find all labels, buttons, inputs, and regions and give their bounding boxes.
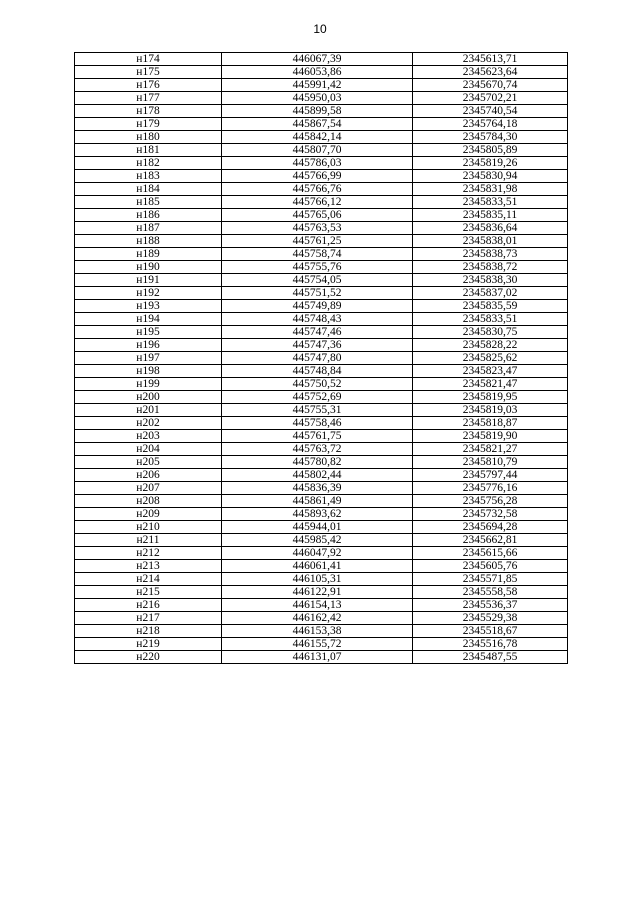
y-coordinate-cell: 2345536,37 <box>413 599 568 612</box>
x-coordinate-cell: 446154,13 <box>222 599 413 612</box>
table-row <box>75 118 568 131</box>
y-coordinate-cell: 2345833,51 <box>413 196 568 209</box>
x-coordinate-cell: 445748,84 <box>222 365 413 378</box>
y-coordinate-cell: 2345518,67 <box>413 625 568 638</box>
point-id-cell: н191 <box>75 274 222 287</box>
point-id-cell: н202 <box>75 417 222 430</box>
x-coordinate-cell: 445766,99 <box>222 170 413 183</box>
coordinates-table <box>74 52 568 664</box>
x-coordinate-cell: 446061,41 <box>222 560 413 573</box>
point-id-cell: н219 <box>75 638 222 651</box>
y-coordinate-cell: 2345838,73 <box>413 248 568 261</box>
point-id-cell: н182 <box>75 157 222 170</box>
table-row <box>75 573 568 586</box>
table-row <box>75 196 568 209</box>
y-coordinate-cell: 2345830,94 <box>413 170 568 183</box>
x-coordinate-cell: 445786,03 <box>222 157 413 170</box>
y-coordinate-cell: 2345838,72 <box>413 261 568 274</box>
page-number: 10 <box>313 22 327 36</box>
x-coordinate-cell: 445761,25 <box>222 235 413 248</box>
x-coordinate-cell: 445861,49 <box>222 495 413 508</box>
y-coordinate-cell: 2345818,87 <box>413 417 568 430</box>
y-coordinate-cell: 2345529,38 <box>413 612 568 625</box>
y-coordinate-cell: 2345797,44 <box>413 469 568 482</box>
y-coordinate-cell: 2345828,22 <box>413 339 568 352</box>
table-row <box>75 495 568 508</box>
point-id-cell: н194 <box>75 313 222 326</box>
y-coordinate-cell: 2345823,47 <box>413 365 568 378</box>
table-row <box>75 560 568 573</box>
table-row <box>75 651 568 664</box>
x-coordinate-cell: 446122,91 <box>222 586 413 599</box>
point-id-cell: н174 <box>75 53 222 66</box>
table-row <box>75 300 568 313</box>
x-coordinate-cell: 446067,39 <box>222 53 413 66</box>
x-coordinate-cell: 446153,38 <box>222 625 413 638</box>
y-coordinate-cell: 2345810,79 <box>413 456 568 469</box>
point-id-cell: н220 <box>75 651 222 664</box>
point-id-cell: н183 <box>75 170 222 183</box>
x-coordinate-cell: 445761,75 <box>222 430 413 443</box>
x-coordinate-cell: 445893,62 <box>222 508 413 521</box>
x-coordinate-cell: 446105,31 <box>222 573 413 586</box>
table-row <box>75 547 568 560</box>
point-id-cell: н199 <box>75 378 222 391</box>
point-id-cell: н192 <box>75 287 222 300</box>
table-row <box>75 287 568 300</box>
y-coordinate-cell: 2345571,85 <box>413 573 568 586</box>
table-row <box>75 326 568 339</box>
table-row <box>75 469 568 482</box>
point-id-cell: н210 <box>75 521 222 534</box>
table-row <box>75 417 568 430</box>
point-id-cell: н175 <box>75 66 222 79</box>
point-id-cell: н184 <box>75 183 222 196</box>
point-id-cell: н186 <box>75 209 222 222</box>
y-coordinate-cell: 2345516,78 <box>413 638 568 651</box>
point-id-cell: н193 <box>75 300 222 313</box>
y-coordinate-cell: 2345558,58 <box>413 586 568 599</box>
y-coordinate-cell: 2345838,30 <box>413 274 568 287</box>
y-coordinate-cell: 2345819,90 <box>413 430 568 443</box>
point-id-cell: н208 <box>75 495 222 508</box>
y-coordinate-cell: 2345819,03 <box>413 404 568 417</box>
point-id-cell: н212 <box>75 547 222 560</box>
x-coordinate-cell: 445749,89 <box>222 300 413 313</box>
table-row <box>75 274 568 287</box>
y-coordinate-cell: 2345819,95 <box>413 391 568 404</box>
table-row <box>75 404 568 417</box>
y-coordinate-cell: 2345835,59 <box>413 300 568 313</box>
point-id-cell: н187 <box>75 222 222 235</box>
y-coordinate-cell: 2345615,66 <box>413 547 568 560</box>
y-coordinate-cell: 2345702,21 <box>413 92 568 105</box>
x-coordinate-cell: 445765,06 <box>222 209 413 222</box>
x-coordinate-cell: 445750,52 <box>222 378 413 391</box>
point-id-cell: н207 <box>75 482 222 495</box>
x-coordinate-cell: 445950,03 <box>222 92 413 105</box>
table-row <box>75 612 568 625</box>
x-coordinate-cell: 445807,70 <box>222 144 413 157</box>
table-row <box>75 144 568 157</box>
table-row <box>75 92 568 105</box>
table-row <box>75 53 568 66</box>
y-coordinate-cell: 2345831,98 <box>413 183 568 196</box>
table-row <box>75 378 568 391</box>
y-coordinate-cell: 2345838,01 <box>413 235 568 248</box>
table-row <box>75 599 568 612</box>
point-id-cell: н216 <box>75 599 222 612</box>
x-coordinate-cell: 445766,12 <box>222 196 413 209</box>
y-coordinate-cell: 2345623,64 <box>413 66 568 79</box>
point-id-cell: н198 <box>75 365 222 378</box>
table-row <box>75 222 568 235</box>
table-row <box>75 183 568 196</box>
x-coordinate-cell: 445766,76 <box>222 183 413 196</box>
y-coordinate-cell: 2345805,89 <box>413 144 568 157</box>
y-coordinate-cell: 2345605,76 <box>413 560 568 573</box>
x-coordinate-cell: 445748,43 <box>222 313 413 326</box>
x-coordinate-cell: 445747,80 <box>222 352 413 365</box>
y-coordinate-cell: 2345764,18 <box>413 118 568 131</box>
x-coordinate-cell: 445780,82 <box>222 456 413 469</box>
table-row <box>75 105 568 118</box>
x-coordinate-cell: 445752,69 <box>222 391 413 404</box>
y-coordinate-cell: 2345825,62 <box>413 352 568 365</box>
table-row <box>75 248 568 261</box>
y-coordinate-cell: 2345613,71 <box>413 53 568 66</box>
point-id-cell: н176 <box>75 79 222 92</box>
table-row <box>75 430 568 443</box>
x-coordinate-cell: 446155,72 <box>222 638 413 651</box>
point-id-cell: н206 <box>75 469 222 482</box>
x-coordinate-cell: 445944,01 <box>222 521 413 534</box>
point-id-cell: н190 <box>75 261 222 274</box>
point-id-cell: н195 <box>75 326 222 339</box>
table-row <box>75 339 568 352</box>
y-coordinate-cell: 2345821,47 <box>413 378 568 391</box>
y-coordinate-cell: 2345487,55 <box>413 651 568 664</box>
x-coordinate-cell: 445747,36 <box>222 339 413 352</box>
point-id-cell: н203 <box>75 430 222 443</box>
point-id-cell: н185 <box>75 196 222 209</box>
x-coordinate-cell: 445802,44 <box>222 469 413 482</box>
table-row <box>75 209 568 222</box>
y-coordinate-cell: 2345732,58 <box>413 508 568 521</box>
point-id-cell: н214 <box>75 573 222 586</box>
table-row <box>75 586 568 599</box>
point-id-cell: н201 <box>75 404 222 417</box>
table-row <box>75 391 568 404</box>
point-id-cell: н215 <box>75 586 222 599</box>
x-coordinate-cell: 445758,46 <box>222 417 413 430</box>
x-coordinate-cell: 446047,92 <box>222 547 413 560</box>
x-coordinate-cell: 446131,07 <box>222 651 413 664</box>
point-id-cell: н211 <box>75 534 222 547</box>
y-coordinate-cell: 2345776,16 <box>413 482 568 495</box>
table-row <box>75 352 568 365</box>
point-id-cell: н196 <box>75 339 222 352</box>
point-id-cell: н205 <box>75 456 222 469</box>
y-coordinate-cell: 2345694,28 <box>413 521 568 534</box>
point-id-cell: н178 <box>75 105 222 118</box>
point-id-cell: н177 <box>75 92 222 105</box>
point-id-cell: н181 <box>75 144 222 157</box>
x-coordinate-cell: 445755,31 <box>222 404 413 417</box>
x-coordinate-cell: 445763,53 <box>222 222 413 235</box>
point-id-cell: н218 <box>75 625 222 638</box>
y-coordinate-cell: 2345670,74 <box>413 79 568 92</box>
point-id-cell: н209 <box>75 508 222 521</box>
x-coordinate-cell: 446162,42 <box>222 612 413 625</box>
table-row <box>75 521 568 534</box>
point-id-cell: н200 <box>75 391 222 404</box>
x-coordinate-cell: 446053,86 <box>222 66 413 79</box>
x-coordinate-cell: 445763,72 <box>222 443 413 456</box>
table-row <box>75 443 568 456</box>
x-coordinate-cell: 445842,14 <box>222 131 413 144</box>
table-row <box>75 625 568 638</box>
x-coordinate-cell: 445755,76 <box>222 261 413 274</box>
table-row <box>75 638 568 651</box>
table-row <box>75 313 568 326</box>
y-coordinate-cell: 2345835,11 <box>413 209 568 222</box>
coordinates-table-body <box>75 53 568 664</box>
x-coordinate-cell: 445899,58 <box>222 105 413 118</box>
x-coordinate-cell: 445751,52 <box>222 287 413 300</box>
table-row <box>75 365 568 378</box>
table-row <box>75 508 568 521</box>
y-coordinate-cell: 2345830,75 <box>413 326 568 339</box>
point-id-cell: н188 <box>75 235 222 248</box>
y-coordinate-cell: 2345784,30 <box>413 131 568 144</box>
x-coordinate-cell: 445754,05 <box>222 274 413 287</box>
point-id-cell: н179 <box>75 118 222 131</box>
x-coordinate-cell: 445985,42 <box>222 534 413 547</box>
y-coordinate-cell: 2345740,54 <box>413 105 568 118</box>
point-id-cell: н197 <box>75 352 222 365</box>
point-id-cell: н189 <box>75 248 222 261</box>
point-id-cell: н204 <box>75 443 222 456</box>
y-coordinate-cell: 2345756,28 <box>413 495 568 508</box>
y-coordinate-cell: 2345819,26 <box>413 157 568 170</box>
point-id-cell: н213 <box>75 560 222 573</box>
y-coordinate-cell: 2345821,27 <box>413 443 568 456</box>
table-row <box>75 456 568 469</box>
point-id-cell: н180 <box>75 131 222 144</box>
table-row <box>75 482 568 495</box>
point-id-cell: н217 <box>75 612 222 625</box>
x-coordinate-cell: 445991,42 <box>222 79 413 92</box>
table-row <box>75 66 568 79</box>
y-coordinate-cell: 2345836,64 <box>413 222 568 235</box>
x-coordinate-cell: 445867,54 <box>222 118 413 131</box>
table-row <box>75 534 568 547</box>
table-row <box>75 79 568 92</box>
x-coordinate-cell: 445758,74 <box>222 248 413 261</box>
table-row <box>75 131 568 144</box>
x-coordinate-cell: 445836,39 <box>222 482 413 495</box>
table-row <box>75 261 568 274</box>
y-coordinate-cell: 2345833,51 <box>413 313 568 326</box>
y-coordinate-cell: 2345837,02 <box>413 287 568 300</box>
table-row <box>75 157 568 170</box>
table-row <box>75 235 568 248</box>
table-row <box>75 170 568 183</box>
y-coordinate-cell: 2345662,81 <box>413 534 568 547</box>
x-coordinate-cell: 445747,46 <box>222 326 413 339</box>
